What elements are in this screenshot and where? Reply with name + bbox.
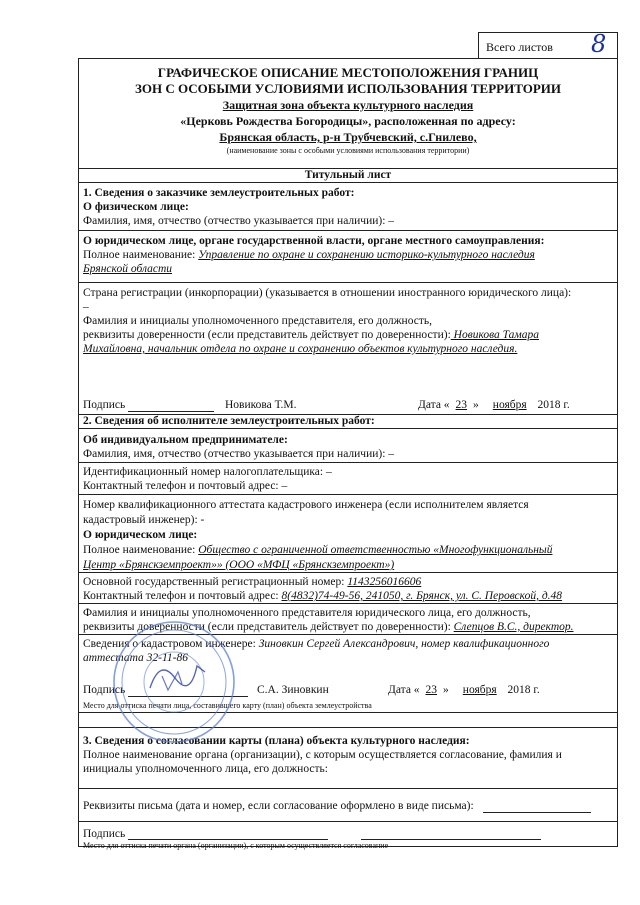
contractor-ip [79,429,617,463]
inn-label: Идентификационный номер налогоплательщика: – [83,466,332,478]
signature-name: Новикова Т.М. [224,399,297,411]
fullname-value-cont: Брянской области [83,263,173,275]
contractor-signature-blank [128,696,248,697]
approval-organ-label-cont: инициалы уполномоченного лица, его должность: [83,763,328,775]
contractor-rep-value: Слепцов В.С., директор. [453,621,574,633]
contractor-registration [79,573,617,604]
individual-heading: О физическом лице: [83,201,189,213]
rep-doc-label: реквизиты доверенности (если представитель действует по доверенности): [83,329,451,341]
title-line-2: ЗОН С ОСОБЫМИ УСЛОВИЯМИ ИСПОЛЬЗОВАНИЯ ТЕРРИТОРИИ [135,81,561,96]
contractor-signature-label: Подпись [83,684,126,696]
contractor-date-month: ноября [462,684,497,696]
ogrn-value: 1143256016606 [347,576,422,588]
approval-stamp-caption: Место для оттиска печати органа (организации), с которым осуществляется согласование [83,841,389,850]
contractor-contact-label: Контактный телефон и почтовый адрес: [83,590,279,602]
legal-entity-heading: О юридическом лице: [83,529,198,541]
sheets-label: Всего листов [486,40,553,54]
customer-legal [79,231,617,283]
cadastral-engineer [79,635,617,713]
engineer-label: Сведения о кадастровом инженере: [83,638,256,650]
individual-fio: Фамилия, имя, отчество (отчество указывается при наличии): – [83,215,395,227]
signature-label: Подпись [83,399,126,411]
signature-blank [128,411,214,412]
cert-line-cont: кадастровый инженер): - [83,514,205,526]
contractor-signature-row [83,683,613,697]
header-caption: (наименование зоны с особыми условиями использования территории) [226,146,470,155]
ip-fio: Фамилия, имя, отчество (отчество указывается при наличии): – [83,448,395,460]
customer-representative [79,283,617,415]
approval-signature-row [83,828,613,840]
rep-doc-value-cont: Михайловна, начальник отдела по охране и сохранению объектов культурного наследия. [83,343,518,355]
object-address: Брянская область, р-н Трубчевский, с.Гнилево, [219,130,477,144]
section3-heading: 3. Сведения о согласовании карты (плана) объекта культурного наследия: [83,735,470,747]
document-frame [78,58,618,850]
contractor-date-quote: » [443,684,449,696]
contractor-date [388,683,540,697]
contractor-date-label: Дата « [388,684,420,696]
company-label: Полное наименование: [83,544,196,556]
letter-label: Реквизиты письма (дата и номер, если согласование оформлено в виде письма): [83,800,474,812]
customer-date [418,398,570,412]
contractor-legal [79,495,617,573]
approval-divider [79,821,617,822]
section1-heading: 1. Сведения о заказчике землеустроительных работ: [83,187,355,199]
letter-blank [483,812,591,813]
approval-signature-blank [128,839,328,840]
country-label: Страна регистрации (инкорпорации) (указывается в отношении иностранного юридического лица): [83,287,572,299]
engineer-value: Зиновкин Сергей Александрович, номер квалификационного [255,638,550,650]
zone-name: Защитная зона объекта культурного наследия [222,98,474,112]
sheets-count-box [478,32,618,59]
approval-signature-label: Подпись [83,828,126,840]
contractor-stamp-caption: Место для оттиска печати лица, составившего карту (план) объекта землеустройства [83,701,372,710]
fullname-label: Полное наименование: [83,249,196,261]
fullname-value: Управление по охране и сохранению историко-культурного наследия [198,249,535,261]
contractor-contact-value: 8(4832)74-49-56, 241050, г. Брянск, ул. С. Перовской, д.48 [281,590,563,602]
contractor-representative [79,604,617,635]
contractor-date-year: 2018 г. [507,684,540,696]
contractor-date-day: 23 [425,684,438,696]
title-line-1: ГРАФИЧЕСКОЕ ОПИСАНИЕ МЕСТОПОЛОЖЕНИЯ ГРАНИЦ [157,65,539,80]
date-day: 23 [455,399,468,411]
document-header [79,59,617,169]
approval-name-blank [361,839,541,840]
rep-doc-value: Новикова Тамара [450,329,539,341]
ogrn-label: Основной государственный регистрационный номер: [83,576,345,588]
object-line: «Церковь Рождества Богородицы», расположенная по адресу: [180,114,516,128]
date-quote: » [473,399,479,411]
letter-row [83,799,613,813]
country-value: – [83,301,89,313]
customer-individual [79,183,617,231]
contractor-rep-doc-label: реквизиты доверенности (если представитель действует по доверенности): [83,621,451,633]
company-name: Общество с ограниченной ответственностью «Многофункциональный [198,544,553,556]
sheets-count: 8 [591,30,607,58]
ip-heading: Об индивидуальном предпринимателе: [83,434,288,446]
section2-heading: 2. Сведения об исполнителе землеустроительных работ: [79,415,617,429]
cert-line: Номер квалификационного аттестата кадастрового инженера (если исполнителем является [83,499,529,511]
date-label: Дата « [418,399,450,411]
rep-label: Фамилия и инициалы уполномоченного представителя, его должность, [83,315,432,327]
company-name-cont: Центр «Брянскземпроект»» (ООО «МФЦ «Брянскземпроект») [83,559,395,571]
approval-organ [79,727,617,789]
customer-signature-row [83,398,613,412]
contractor-rep-label: Фамилия и инициалы уполномоченного представителя юридического лица, его должность, [83,607,531,619]
contractor-signature-name: С.А. Зиновкин [256,684,329,696]
contact-label: Контактный телефон и почтовый адрес: – [83,480,288,492]
date-month: ноября [492,399,527,411]
engineer-value-cont: аттестата 32-11-86 [83,652,188,664]
approval-organ-label: Полное наименование органа (организации), с которым осуществляется согласование, фамилия и [83,749,562,761]
contractor-inn [79,463,617,495]
legal-heading: О юридическом лице, органе государственной власти, органе местного самоуправления: [83,235,545,247]
date-year: 2018 г. [537,399,570,411]
title-sheet-label: Титульный лист [79,169,617,183]
